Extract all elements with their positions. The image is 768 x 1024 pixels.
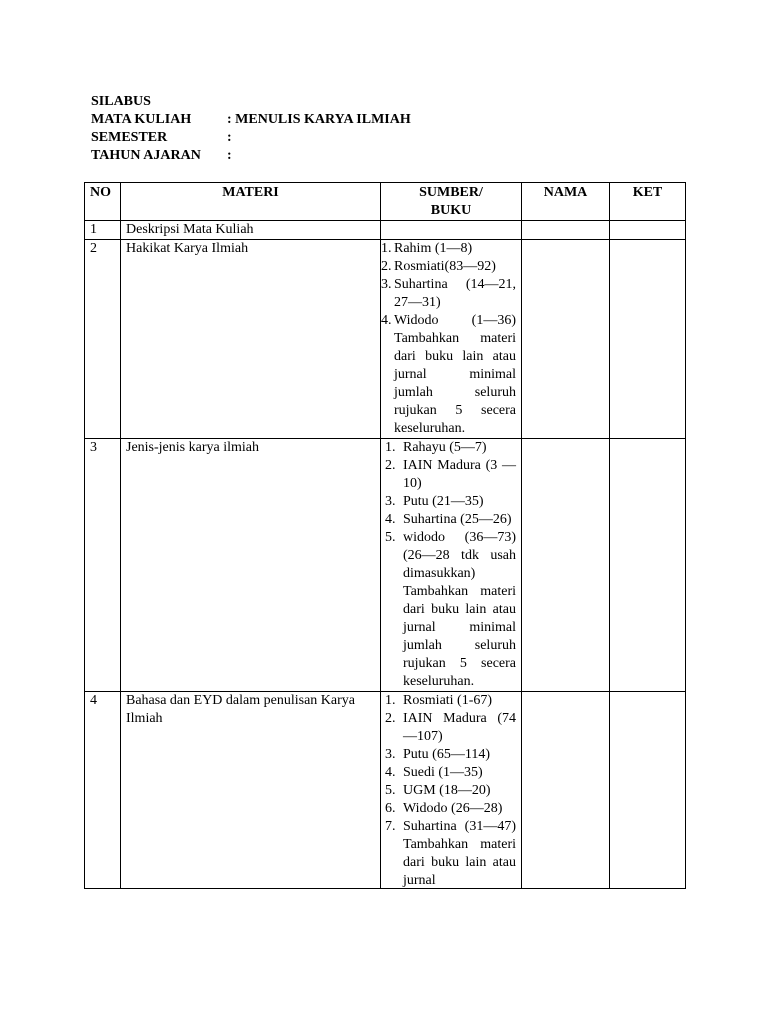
row-nama xyxy=(522,439,610,692)
header-row-year xyxy=(91,147,411,165)
source-item: 5. UGM (18—20) xyxy=(385,783,491,798)
source-item: 4. Suhartina (25—26) xyxy=(385,512,512,527)
header-value: : MENULIS KARYA ILMIAH xyxy=(227,112,411,127)
header-row-course xyxy=(91,111,411,129)
source-item: 3. Suhartina (14—21, 27—31) xyxy=(381,277,516,310)
col-header-no: NO xyxy=(85,183,121,221)
source-item: 3. Putu (21—35) xyxy=(385,494,484,509)
col-header-nama: NAMA xyxy=(522,183,610,221)
header-row-semester xyxy=(91,129,411,147)
source-item: 3. Putu (65—114) xyxy=(385,747,490,762)
table-row xyxy=(85,692,686,889)
source-item: 2. IAIN Madura (3 —10) xyxy=(385,458,516,491)
source-item: 4. Widodo (1—36) Tambahkan materi dari buku lain atau jurnal minimal jumlah seluruh rujukan 5 secera keseluruhan. xyxy=(381,313,516,436)
row-materi: Deskripsi Mata Kuliah xyxy=(121,221,381,240)
source-list xyxy=(381,692,516,888)
source-list xyxy=(381,240,516,438)
table-row xyxy=(85,221,686,240)
source-item: 1. Rahayu (5—7) xyxy=(385,440,487,455)
row-no: 1 xyxy=(85,221,121,240)
header-label: SEMESTER xyxy=(91,130,168,145)
header-label: TAHUN AJARAN xyxy=(91,148,201,163)
header-value: : xyxy=(227,148,232,163)
col-header-ket: KET xyxy=(610,183,686,221)
doc-title: SILABUS xyxy=(91,94,151,109)
syllabus-header xyxy=(91,93,411,165)
row-ket xyxy=(610,692,686,889)
row-materi: Hakikat Karya Ilmiah xyxy=(121,240,381,439)
header-label: MATA KULIAH xyxy=(91,112,192,127)
row-nama xyxy=(522,240,610,439)
row-no: 3 xyxy=(85,439,121,692)
row-sumber xyxy=(381,692,522,889)
row-ket xyxy=(610,439,686,692)
row-nama xyxy=(522,221,610,240)
header-value: : xyxy=(227,130,232,145)
row-materi: Bahasa dan EYD dalam penulisan Karya Ilmiah xyxy=(121,692,381,889)
source-item: 6. Widodo (26—28) xyxy=(385,801,503,816)
row-sumber xyxy=(381,221,522,240)
source-item: 2. IAIN Madura (74 —107) xyxy=(385,711,516,744)
row-materi: Jenis-jenis karya ilmiah xyxy=(121,439,381,692)
col-header-materi: MATERI xyxy=(121,183,381,221)
row-sumber xyxy=(381,240,522,439)
row-no: 4 xyxy=(85,692,121,889)
source-item: 4. Suedi (1—35) xyxy=(385,765,483,780)
col-header-sumber: SUMBER/ BUKU xyxy=(381,183,522,221)
table-row xyxy=(85,439,686,692)
row-sumber xyxy=(381,439,522,692)
source-list xyxy=(381,439,516,691)
source-clip xyxy=(381,692,516,888)
row-nama xyxy=(522,692,610,889)
row-no: 2 xyxy=(85,240,121,439)
source-item: 1. Rosmiati (1-67) xyxy=(385,693,493,708)
syllabus-table xyxy=(84,182,686,889)
row-ket xyxy=(610,240,686,439)
source-item: 7. Suhartina (31—47) Tambahkan materi dari buku lain atau jurnal xyxy=(385,819,516,888)
source-item: 1. Rahim (1—8) xyxy=(381,241,473,256)
table-row xyxy=(85,240,686,439)
source-item: 5. widodo (36—73) (26—28 tdk usah dimasukkan) Tambahkan materi dari buku lain atau jurnal minimal jumlah seluruh rujukan 5 secera keseluruhan. xyxy=(385,530,516,689)
source-item: 2. Rosmiati(83—92) xyxy=(381,259,496,274)
table-header-row xyxy=(85,183,686,221)
row-ket xyxy=(610,221,686,240)
